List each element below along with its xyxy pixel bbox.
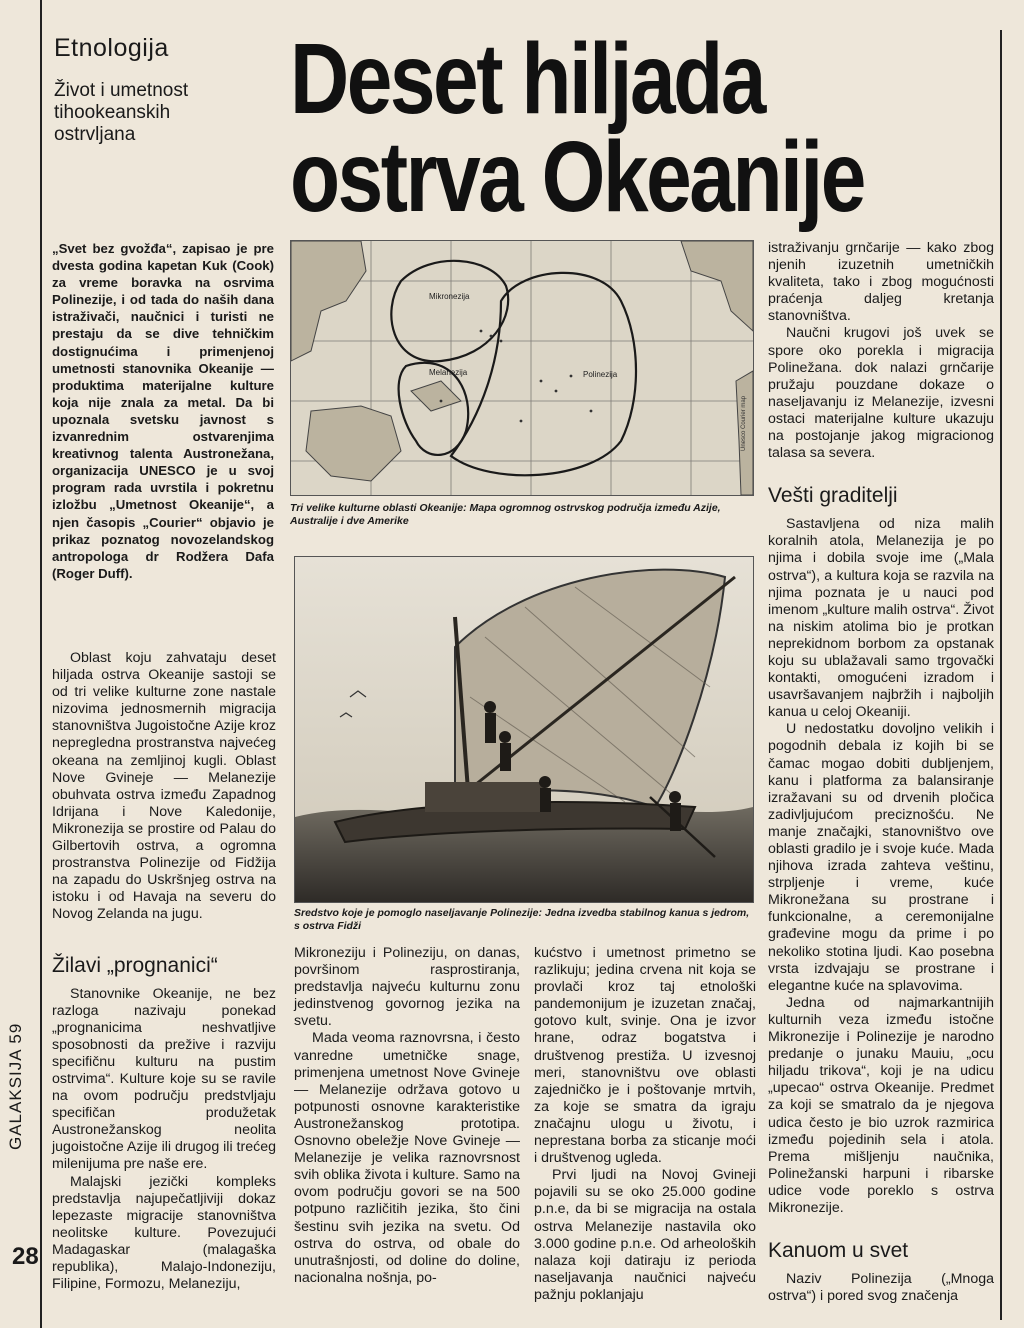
column-4 [768, 240, 994, 1305]
oceania-map-figure [290, 240, 754, 496]
intro-text: „Svet bez gvožđa“, zapisao je pre dvesta godina kapetan Kuk (Cook) za vreme boravka na osrvima Polinezije, i od tada do naših dana istraživači, naučnici i turisti ne prestaju da se dive tehničkim dostignućima i primenjenoj umetnosti stanovnika Okeanije — produktima materijalne kulture koja nije znala za metal. Da bi upoznala svetsku javnost s izvanrednim ostvarenjima kreativnog talenta Austronežana, organizacija UNESCO je u svoj program rada uvrstila i pokretnu izložbu „Umetnost Okeanije“, a njen časopis „Courier“ objavio je prikaz poznatog novozelandskog antropologa dr Rodžera Dafa (Roger Duff). [52, 241, 274, 581]
col4-paragraph-4: U nedostatku dovoljno velikih i pogodnih debala iz kojih bi se čamac mogao dobiti dubljenjem, kanu i platforma za balansiranje izražavani su od drvenih pločica zadivljujućom preciznošću. Ne manje značajki, stanovništvo ove oblasti gradilo je i svoje kuće. Mada njihova izrada zahteva veštinu, strpljenje i vreme, kuće Mikronežana su prostrane i funkcionalne, a ceremonijalne građevine mogu da prime i po nekoliko stotina ljudi. Kao posebna vrsta izdvajaju se prostrane i elegantne kuće na splavovima. [768, 721, 994, 994]
right-border-rule [1000, 30, 1002, 1320]
col4-paragraph-5: Jedna od najmarkantnijih kulturnih veza između istočne Mikronezije i Polinezije je narodno predanje o junaku Mauiu, „ocu hiljadu trikova“, koji je na udicu „upecao“ ostrva Okeanije. Predmet za koji se smatralo da je njegova udica često je bio uzrok razmirica između pojedinih sela i atola. Prema mišljenju naučnika, Polinežanski harpuni i ribarske udice vode poreklo s ostrva Mikronezije. [768, 994, 994, 1216]
page-number: 28 [12, 1243, 39, 1270]
column-3 [534, 945, 756, 1304]
map-caption: Tri velike kulturne oblasti Okeanije: Mapa ogromnog ostrvskog područja između Azije, Australije i dve Amerike [290, 502, 721, 527]
headline-line-2: ostrva Okeanije [290, 121, 864, 233]
col1-paragraph-1: Oblast koju zahvataju deset hiljada ostrva Okeanije sastoji se od tri velike kulturne zone nastale nizovima jednosmernih migracija stanovništva Jugoistočne Azije kroz nepregledna prostranstva najvećeg okeana na zemljinoj kugli. Oblast Nove Gvineje — Melanezije obuhvata ostrva između Zapadnog Idrijana i Nove Kaledonije, Mikronezija se prostire od Palau do Gilbertovih ostrva, a ogromna prostranstva Polinezije od Fidžija na zapadu do Uskršnjeg ostrva na istoku i od Havaja na severu do Novog Zelanda na jugu. [52, 650, 276, 923]
intro-paragraph [52, 240, 274, 582]
map-label-melanezija: Melanezija [429, 368, 468, 377]
map-credit: Unesco Courier map [741, 395, 747, 451]
section-heading-zilavi: Žilavi „prognanici“ [52, 953, 218, 977]
section-kicker: Etnologija [54, 34, 169, 62]
col4-paragraph-6: Naziv Polinezija („Mnoga ostrva“) i pored svog značenja [768, 1271, 994, 1305]
col3-paragraph-1: kućstvo i umetnost primetno se razlikuju; jedina crvena nit koja se provlači kroz taj etnološki pandemonijum je izuzetan značaj, gotovo kult, svinje. Ona je izvor hrane, odraz bogatstva i društvenog prestiža. U izvesnoj meri, stanovništvu ove oblasti zajedničko je i poštovanje mrtvih, za koje se smatra da igraju značajnu ulogu u životu, i neprestana borba za sticanje moći i društvenog ugleda. [534, 945, 756, 1167]
col4-paragraph-1: istraživanju grnčarije — kako zbog njenih izuzetnih umetničkih kvaliteta, tako i zbog mogućnosti praćenja daljeg kretanja stanovništva. [768, 240, 994, 325]
section-heading-kanuom-u-svet: Kanuom u svet [768, 1239, 909, 1263]
column-2 [294, 945, 520, 1287]
map-label-polinezija: Polinezija [583, 370, 618, 379]
column-1 [52, 650, 276, 1293]
col2-paragraph-2: Mada veoma raznovrsna, i često vanredne umetničke snage, primenjena umetnost Nove Gvineje — Melanezije održava gotovo u potpunosti osnovne karakteristike Austronežanskog prototipa. Osnovno obeležje Nove Gvineje — Melanezije je velika raznovrsnost svih oblika života i kulture. Samo na ovom području govori se na 500 potpuno različitih jezika, što čini šestinu svih jezika na svetu. Od ostrva do ostrva, od obale do unutrašnjosti, od doline do doline, nacionalna nošnja, po- [294, 1030, 520, 1286]
col3-paragraph-2: Prvi ljudi na Novoj Gvineji pojavili su se oko 25.000 godine p.n.e, da bi se migracija na ostala ostrva Melanezije nastavila oko 3.000 godine p.n.e. Od arheoloških nalaza koji datiraju iz perioda naseljavanja naučnici najveću pažnju poklanjaju [534, 1167, 756, 1303]
article-headline [290, 23, 880, 233]
oceania-map [291, 241, 753, 495]
map-label-mikronezija: Mikronezija [429, 292, 470, 301]
col2-paragraph-1: Mikroneziju i Polineziju, on danas, površinom rasprostiranja, predstavlja najveću kulturnu zonu jedinstvenog govornog jezika na svetu. [294, 945, 520, 1030]
section-heading-vesti-graditelji: Vešti graditelji [768, 484, 898, 508]
canoe-caption: Sredstvo koje je pomoglo naseljavanje Polinezije: Jedna izvedba stabilnog kanua s jedrom, s ostrva Fidži [294, 907, 750, 932]
canoe-illustration-figure [294, 556, 754, 903]
col4-paragraph-2: Naučni krugovi još uvek se spore oko porekla i migracija Polinežana. dok nalazi grnčarije pružaju pouzdane dokaze o naseljavanju iz Melanezije, izvesni ostaci materijalne kulture ukazuju na postojanje jakog migracionog talasa sa severa. [768, 325, 994, 462]
col1-paragraph-3: Malajski jezički kompleks predstavlja najupečatljiviji dokaz lepezaste migracije stanovništva neolitske kulture. Povezujući Madagaskar (malagaška republika), Malajo-Indoneziju, Filipine, Formozu, Melaneziju, [52, 1173, 276, 1293]
col4-paragraph-3: Sastavljena od niza malih koralnih atola, Melanezija je po njima i dobila svoje ime („Mala ostrva“), a kultura koja se razvila na njima poznata je u nauci pod imenom „kulture malih ostrva“. Život na niskim atolima bio je protkan neprekidnom borbom za opstanak koju su ublažavali samo trgovački kontakti, omogućeni izradom i usavršavanjem najbržih i najboljih kanua u celoj Okeaniji. [768, 516, 994, 721]
article-subtitle: Život i umetnost tihookeanskih ostrvljana [54, 80, 189, 145]
magazine-issue-label: GALAKSIJA 59 [6, 1022, 25, 1150]
headline-line-1: Deset hiljada [290, 23, 764, 135]
left-border-rule [40, 0, 42, 1328]
canoe-illustration [295, 557, 753, 902]
col1-paragraph-2: Stanovnike Okeanije, ne bez razloga nazivaju ponekad „prognanicima neshvatljive sposobnosti da prežive i razviju specifičnu kulturu na pustim ostrvima“. Kulture koje su se ravile na ovom području predstvljaju specifičan produžetak Austronežanskog neolita jugoistočne Azije ili drugog ili trećeg milenijuma pre naše ere. [52, 985, 276, 1173]
